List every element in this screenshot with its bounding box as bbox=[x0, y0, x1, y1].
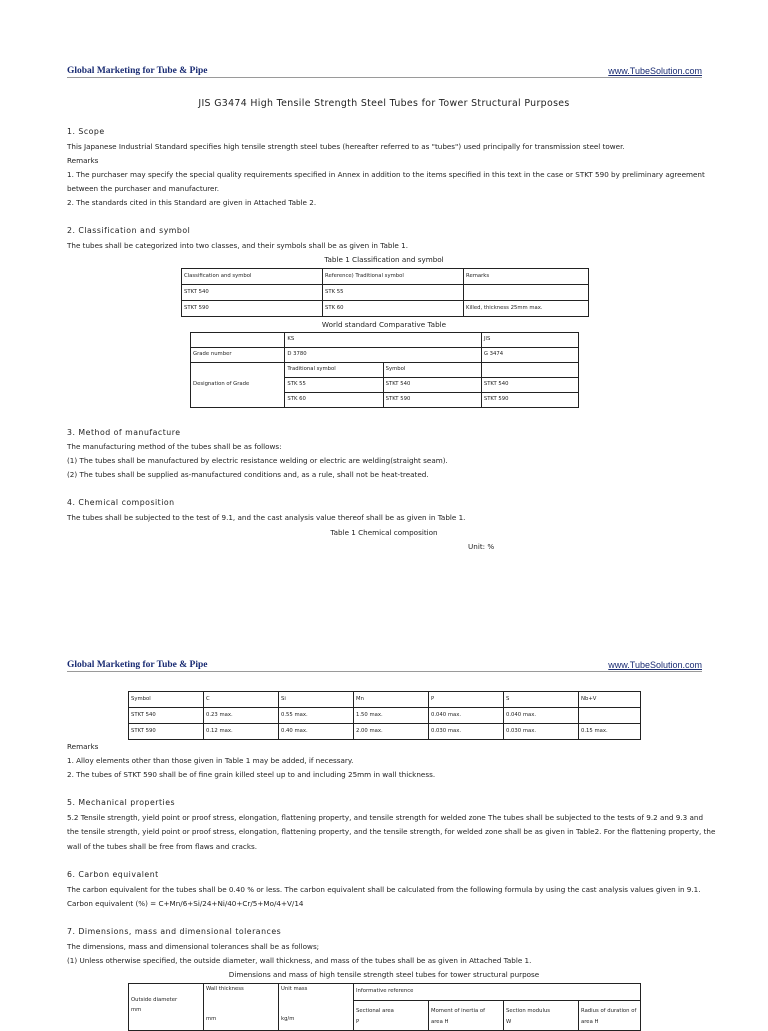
table-row bbox=[129, 708, 641, 724]
sectional-area-symbol: P bbox=[356, 1019, 360, 1026]
table-row bbox=[191, 348, 579, 363]
page-header bbox=[67, 66, 702, 78]
section-heading-chemical: 4. Chemical composition bbox=[67, 498, 175, 507]
table-header-row bbox=[129, 984, 641, 1001]
chemical-intro: The tubes shall be subjected to the test of 9.1, and the cast analysis value thereof shall be as given in Table 1. bbox=[67, 513, 466, 522]
table-cell: STK 60 bbox=[323, 301, 464, 317]
table-cell: 0.40 max. bbox=[279, 724, 354, 740]
unit-mass-unit: kg/m bbox=[281, 1016, 295, 1023]
table-header-cell: P bbox=[429, 692, 504, 708]
moment-of-inertia-label: Moment of inertia of bbox=[431, 1008, 485, 1014]
table-header-cell: Informative reference bbox=[354, 984, 641, 1001]
scope-remark-1: 1. The purchaser may specify the special quality requirements specified in Annex in addition to the items specified in this text in the case or STKT 590 by preliminary agreement bbox=[67, 170, 705, 179]
scope-intro: This Japanese Industrial Standard specifies high tensile strength steel tubes (hereafter referred to as "tubes") used principally for transmission steel tower. bbox=[67, 142, 625, 151]
table-header-cell bbox=[129, 984, 204, 1031]
section-heading-scope: 1. Scope bbox=[67, 127, 105, 136]
brand-name: Global Marketing for Tube & Pipe bbox=[67, 66, 208, 76]
table-cell: Grade number bbox=[191, 348, 285, 363]
sectional-area-label: Sectional area bbox=[356, 1008, 394, 1014]
table-header-cell: Classification and symbol bbox=[182, 269, 323, 285]
website-link[interactable]: www.TubeSolution.com bbox=[608, 660, 702, 670]
mechanical-line-1: 5.2 Tensile strength, yield point or proof stress, elongation, flattening property, and tensile strength for welded zone The tubes shall be subjected to the tests of 9.2 and 9.3 and bbox=[67, 813, 704, 822]
table-cell: Traditional symbol bbox=[285, 363, 383, 378]
section-heading-classification: 2. Classification and symbol bbox=[67, 226, 191, 235]
table-cell: 0.040 max. bbox=[504, 708, 579, 724]
moment-of-inertia-symbol: area H bbox=[431, 1019, 449, 1026]
table-cell: STKT 590 bbox=[129, 724, 204, 740]
table-cell: STKT 540 bbox=[481, 378, 578, 393]
table-cell: Designation of Grade bbox=[191, 363, 285, 408]
table-cell bbox=[481, 363, 578, 378]
table-cell: 1.50 max. bbox=[354, 708, 429, 724]
document-title: JIS G3474 High Tensile Strength Steel Tubes for Tower Structural Purposes bbox=[198, 98, 570, 109]
table-cell: STKT 540 bbox=[129, 708, 204, 724]
table-header-cell bbox=[354, 1001, 429, 1031]
table1-caption: Table 1 Classification and symbol bbox=[324, 255, 444, 264]
table-header-cell: Reference) Traditional symbol bbox=[323, 269, 464, 285]
section-modulus-label: Section modulus bbox=[506, 1008, 551, 1014]
table-header-cell bbox=[204, 984, 279, 1031]
table-cell: D 3780 bbox=[285, 348, 481, 363]
radius-of-duration-symbol: area H bbox=[581, 1019, 599, 1026]
table-cell: STKT 540 bbox=[383, 378, 481, 393]
table-header-cell bbox=[579, 1001, 641, 1031]
table-row bbox=[182, 285, 589, 301]
table-header-row bbox=[182, 269, 589, 285]
table-header-row bbox=[129, 692, 641, 708]
table-cell: STKT 540 bbox=[182, 285, 323, 301]
table-header-cell: Nb+V bbox=[579, 692, 641, 708]
carbon-formula: Carbon equivalent (%) = C+Mn/6+Si/24+Ni/40+Cr/5+Mo/4+V/14 bbox=[67, 899, 304, 908]
classification-table bbox=[181, 268, 589, 317]
table-cell: Symbol bbox=[383, 363, 481, 378]
table-header-cell: Remarks bbox=[464, 269, 589, 285]
table-cell: G 3474 bbox=[481, 348, 578, 363]
section-modulus-symbol: W bbox=[506, 1019, 512, 1026]
table-cell bbox=[464, 285, 589, 301]
table-header-cell bbox=[279, 984, 354, 1031]
wall-thickness-unit: mm bbox=[206, 1016, 217, 1023]
table-cell: 0.15 max. bbox=[579, 724, 641, 740]
chemical-remark-2: 2. The tubes of STKT 590 shall be of fine grain killed steel up to and including 25mm in wall thickness. bbox=[67, 770, 436, 779]
section-heading-carbon: 6. Carbon equivalent bbox=[67, 870, 159, 879]
chemical-remark-1: 1. Alloy elements other than those given in Table 1 may be added, if necessary. bbox=[67, 756, 354, 765]
manufacture-item-2: (2) The tubes shall be supplied as-manufactured conditions and, as a rule, shall not be heat-treated. bbox=[67, 470, 429, 479]
table-row bbox=[129, 724, 641, 740]
manufacture-item-1: (1) The tubes shall be manufactured by electric resistance welding or electric are welding(straight seam). bbox=[67, 456, 448, 465]
chemical-composition-table bbox=[128, 691, 641, 740]
table-cell bbox=[579, 708, 641, 724]
world-table-caption: World standard Comparative Table bbox=[321, 320, 447, 329]
table-cell: Killed, thickness 25mm max. bbox=[464, 301, 589, 317]
section-heading-mechanical: 5. Mechanical properties bbox=[67, 798, 176, 807]
scope-remark-1-cont: between the purchaser and manufacturer. bbox=[67, 184, 220, 193]
table-row bbox=[182, 301, 589, 317]
carbon-line-1: The carbon equivalent for the tubes shall be 0.40 % or less. The carbon equivalent shall be calculated from the following formula by using the cast analysis values given in 9.1. bbox=[67, 885, 701, 894]
table-cell: STKT 590 bbox=[481, 393, 578, 408]
table-cell bbox=[191, 333, 285, 348]
table-header-cell bbox=[429, 1001, 504, 1031]
table-cell: STK 55 bbox=[323, 285, 464, 301]
mechanical-line-3: wall of the tubes shall be free from flaws and cracks. bbox=[67, 842, 258, 851]
table-cell: STKT 590 bbox=[383, 393, 481, 408]
header-divider bbox=[67, 77, 702, 78]
world-standard-table bbox=[190, 332, 579, 408]
table-header-cell: Mn bbox=[354, 692, 429, 708]
page-header bbox=[67, 660, 702, 672]
table-cell: 2.00 max. bbox=[354, 724, 429, 740]
unit-mass-label: Unit mass bbox=[281, 986, 308, 992]
outside-diameter-label: Outside diameter bbox=[131, 997, 178, 1003]
table-header-cell: Symbol bbox=[129, 692, 204, 708]
website-link[interactable]: www.TubeSolution.com bbox=[608, 66, 702, 76]
table-cell: 0.12 max. bbox=[204, 724, 279, 740]
table-cell: 0.030 max. bbox=[429, 724, 504, 740]
dimensions-line-2: (1) Unless otherwise specified, the outside diameter, wall thickness, and mass of the tubes shall be as given in Attached Table 1. bbox=[67, 956, 532, 965]
section-heading-manufacture: 3. Method of manufacture bbox=[67, 428, 181, 437]
table-cell: 0.030 max. bbox=[504, 724, 579, 740]
table-cell-jis: JIS bbox=[481, 333, 578, 348]
manufacture-intro: The manufacturing method of the tubes shall be as follows: bbox=[67, 442, 282, 451]
table-header-cell: C bbox=[204, 692, 279, 708]
wall-thickness-label: Wall thickness bbox=[206, 986, 244, 992]
table-header-cell: S bbox=[504, 692, 579, 708]
table-header-cell bbox=[504, 1001, 579, 1031]
table-cell: 0.23 max. bbox=[204, 708, 279, 724]
chemical-table-caption: Table 1 Chemical composition bbox=[330, 528, 438, 537]
classification-intro: The tubes shall be categorized into two classes, and their symbols shall be as given in Table 1. bbox=[67, 241, 409, 250]
chemical-remarks-label: Remarks bbox=[67, 742, 99, 751]
outside-diameter-unit: mm bbox=[131, 1007, 142, 1014]
header-divider bbox=[67, 671, 702, 672]
table-cell: 0.040 max. bbox=[429, 708, 504, 724]
dimensions-line-1: The dimensions, mass and dimensional tolerances shall be as follows; bbox=[67, 942, 320, 951]
scope-remarks-label: Remarks bbox=[67, 156, 99, 165]
section-heading-dimensions: 7. Dimensions, mass and dimensional tolerances bbox=[67, 927, 282, 936]
scope-remark-2: 2. The standards cited in this Standard are given in Attached Table 2. bbox=[67, 198, 317, 207]
chemical-unit: Unit: % bbox=[468, 542, 495, 551]
table-header-cell: Si bbox=[279, 692, 354, 708]
brand-name: Global Marketing for Tube & Pipe bbox=[67, 660, 208, 670]
table-cell: STKT 590 bbox=[182, 301, 323, 317]
table-row bbox=[191, 333, 579, 348]
table-cell-ks: KS bbox=[285, 333, 481, 348]
mechanical-line-2: the tensile strength, yield point or proof stress, elongation, flattening property, and the tensile strength, for welded zone shall be as given in Table2. For the flattening property, the bbox=[67, 827, 716, 836]
table-cell: STK 55 bbox=[285, 378, 383, 393]
radius-of-duration-label: Radius of duration of bbox=[581, 1008, 637, 1014]
table-cell: STK 60 bbox=[285, 393, 383, 408]
dimensions-table-caption: Dimensions and mass of high tensile strength steel tubes for tower structural purpose bbox=[228, 970, 540, 979]
table-row bbox=[191, 363, 579, 378]
table-cell: 0.55 max. bbox=[279, 708, 354, 724]
